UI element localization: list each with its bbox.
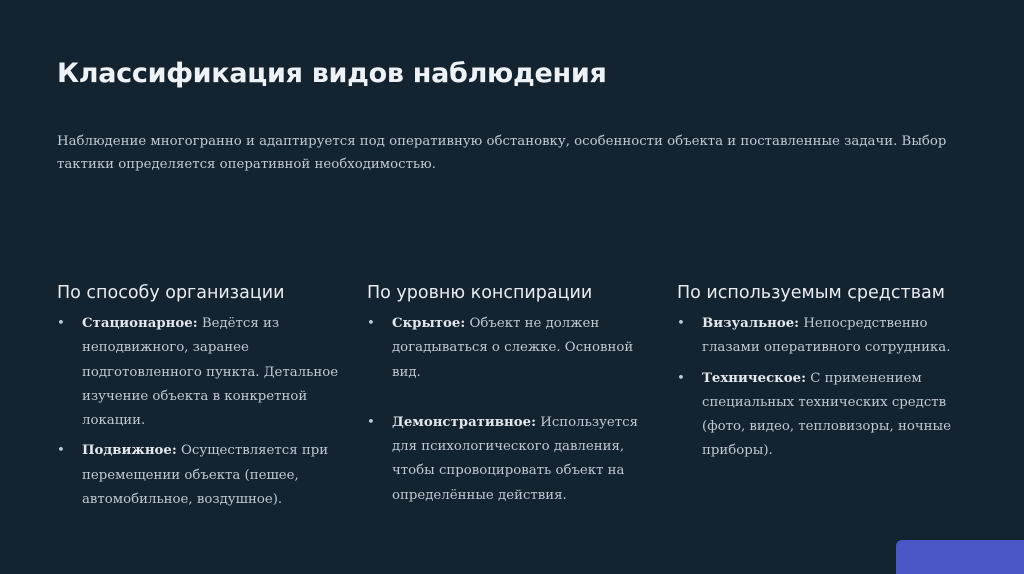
item-term: Стационарное: — [82, 316, 198, 331]
item-term: Скрытое: — [392, 316, 466, 331]
list-item — [677, 367, 977, 464]
list-item — [57, 312, 347, 433]
item-text: Используется для психологического давления, чтобы спровоцировать объект на определённые действия. — [392, 414, 638, 503]
bullet-list — [367, 312, 657, 508]
bullet-icon: • — [367, 316, 375, 331]
item-term: Визуальное: — [702, 316, 800, 331]
list-item — [367, 312, 657, 385]
bullet-icon: • — [57, 316, 65, 331]
item-term: Демонстративное: — [392, 414, 536, 430]
bullet-list — [677, 312, 977, 464]
item-term: Техническое: — [702, 370, 807, 386]
item-text: Осуществляется при перемещении объекта (пешее, автомобильное, воздушное). — [82, 443, 329, 508]
bullet-icon: • — [677, 370, 685, 386]
list-item — [677, 312, 977, 361]
item-text: Объект не должен догадываться о слежке. Основной вид. — [392, 316, 634, 380]
bullet-icon: • — [677, 316, 685, 331]
item-text: С применением специальных технических средств (фото, видео, тепловизоры, ночные приборы). — [702, 370, 951, 459]
bullet-list — [57, 312, 347, 512]
list-item — [57, 439, 347, 512]
item-text: Непосредственно глазами оперативного сотрудника. — [702, 316, 951, 356]
bullet-icon: • — [57, 443, 65, 459]
item-text: Ведётся из неподвижного, заранее подготовленного пункта. Детальное изучение объекта в конкретной локации. — [82, 316, 339, 429]
column-organization — [57, 282, 347, 518]
column-heading: По используемым средствам — [677, 283, 945, 303]
column-heading: По уровню конспирации — [367, 283, 593, 303]
column-conspiracy — [367, 282, 657, 514]
column-heading: По способу организации — [57, 283, 285, 303]
column-means — [677, 282, 977, 470]
item-term: Подвижное: — [82, 443, 177, 459]
intro-paragraph: Наблюдение многогранно и адаптируется под оперативную обстановку, особенности объекта и поставленные задачи. Выбор тактики определяется оперативной необходимостью. — [57, 134, 947, 172]
corner-button[interactable] — [896, 540, 1024, 574]
page-title: Классификация видов наблюдения — [57, 58, 607, 89]
bullet-icon: • — [367, 414, 375, 430]
list-item — [367, 411, 657, 508]
